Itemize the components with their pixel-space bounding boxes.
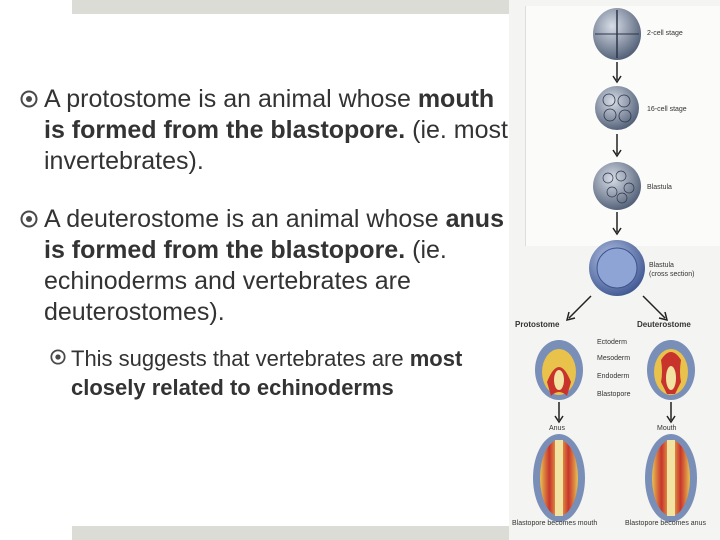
top-decor-bar xyxy=(72,0,512,14)
deuterostome-late-embryo xyxy=(645,434,697,522)
label-16-cell-stage: 16-cell stage xyxy=(647,106,687,113)
bullet-text-bold: most closely related to echinoderms xyxy=(71,346,463,400)
bullet-protostome xyxy=(20,84,510,177)
label-blastopore: Blastopore xyxy=(597,391,631,398)
bullet-text-part: (ie. most invertebrates). xyxy=(44,116,508,175)
bullet-text-part: A deuterostome is an animal whose xyxy=(44,205,446,233)
label-endoderm: Endoderm xyxy=(597,373,630,380)
protostome-late-embryo xyxy=(533,434,585,522)
bullet-text-part: (ie. echinoderms and vertebrates are deuterostomes). xyxy=(44,236,447,326)
blastula-embryo xyxy=(593,162,641,210)
label-blastula: Blastula xyxy=(647,184,672,191)
bullet-deuterostome xyxy=(20,204,510,328)
arrow-left-down-icon xyxy=(569,296,591,318)
deuterostome-gastrula xyxy=(647,340,695,400)
embryo-development-figure xyxy=(509,0,720,540)
label-blastopore-becomes-anus: Blastopore becomes anus xyxy=(625,520,706,527)
bullet-text xyxy=(50,344,490,402)
protostome-gastrula xyxy=(535,340,583,400)
blastula-cross-section xyxy=(589,240,645,296)
arrow-right-down-icon xyxy=(643,296,665,318)
bullet-text-part: This suggests that vertebrates are xyxy=(71,346,410,371)
label-blastula-cross: Blastula xyxy=(649,262,674,269)
bullet-text xyxy=(20,204,510,328)
bullet-text-bold: anus is formed from the blastopore. xyxy=(44,205,504,264)
target-bullet-icon xyxy=(20,90,38,108)
sixteen-cell-embryo xyxy=(595,86,639,130)
label-cross-section: (cross section) xyxy=(649,271,695,278)
embryo-diagram xyxy=(509,0,720,540)
sub-bullet-vertebrates xyxy=(50,344,490,402)
bullet-text xyxy=(20,84,510,177)
bottom-decor-bar xyxy=(72,526,512,540)
label-mesoderm: Mesoderm xyxy=(597,355,631,362)
label-blastopore-becomes-mouth: Blastopore becomes mouth xyxy=(512,520,598,527)
label-protostome: Protostome xyxy=(515,320,560,329)
target-bullet-icon xyxy=(20,210,38,228)
label-anus: Anus xyxy=(549,425,565,432)
label-deuterostome: Deuterostome xyxy=(637,320,691,329)
two-cell-embryo xyxy=(593,8,641,60)
label-mouth: Mouth xyxy=(657,425,677,432)
label-2-cell-stage: 2-cell stage xyxy=(647,30,683,37)
bullet-text-bold: mouth is formed from the blastopore. xyxy=(44,85,495,144)
label-ectoderm: Ectoderm xyxy=(597,339,627,346)
target-bullet-icon xyxy=(50,349,66,365)
bullet-text-part: A protostome is an animal whose xyxy=(44,85,418,113)
